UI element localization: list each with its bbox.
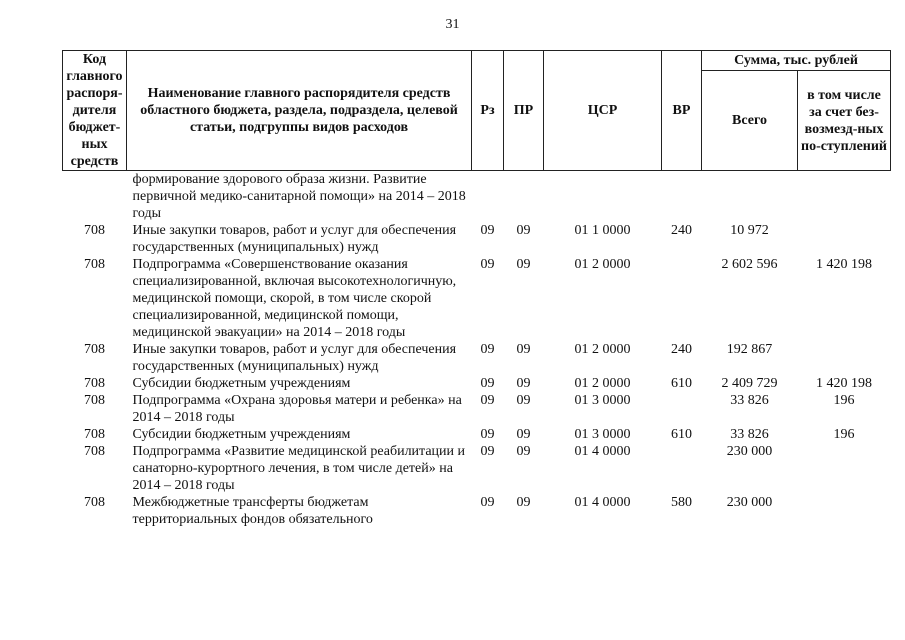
header-total: Всего (702, 71, 798, 171)
cell-total: 230 000 (726, 444, 773, 459)
table-row (63, 222, 891, 256)
cell-rz: 09 (480, 495, 495, 510)
table-body (63, 171, 891, 529)
header-rz: Рз (472, 51, 504, 171)
budget-table (62, 50, 891, 528)
cell-name: Подпрограмма «Развитие медицинской реабилитации и санаторно-курортного лечения, в том числе детей» на 2014 – 2018 годы (132, 444, 466, 493)
header-grant: в том числе за счет без-возмезд-ных по-ступлений (798, 71, 891, 171)
cell-code: 708 (84, 376, 105, 391)
cell-pr: 09 (516, 393, 531, 408)
cell-name: Межбюджетные трансферты бюджетам территориальных фондов обязательного (132, 495, 373, 527)
cell-total: 33 826 (730, 427, 769, 442)
cell-name: Иные закупки товаров, работ и услуг для обеспечения государственных (муниципальных) нужд (132, 223, 457, 255)
cell-rz: 09 (480, 393, 495, 408)
header-pr: ПР (504, 51, 544, 171)
cell-csr: 01 2 0000 (574, 342, 631, 357)
cell-pr: 09 (516, 495, 531, 510)
cell-vr: 610 (671, 427, 692, 442)
cell-grant (798, 494, 891, 528)
cell-csr: 01 3 0000 (574, 427, 631, 442)
cell-code: 708 (84, 257, 105, 272)
cell-grant (798, 443, 891, 494)
cell-grant: 196 (833, 393, 855, 408)
cell-vr: 240 (671, 342, 692, 357)
cell-code: 708 (84, 427, 105, 442)
cell-total: 230 000 (726, 495, 773, 510)
cell-csr: 01 4 0000 (574, 495, 631, 510)
cell-grant: 1 420 198 (816, 257, 872, 272)
cell-grant (798, 222, 891, 256)
cell-csr: 01 2 0000 (574, 376, 631, 391)
cell-code (63, 171, 127, 223)
cell-code: 708 (84, 495, 105, 510)
cell-code: 708 (84, 393, 105, 408)
table-row (63, 494, 891, 528)
cell-grant (798, 341, 891, 375)
cell-grant: 196 (833, 427, 855, 442)
page-number: 31 (445, 17, 460, 32)
header-vr: ВР (662, 51, 702, 171)
cell-code: 708 (84, 342, 105, 357)
cell-csr: 01 2 0000 (574, 257, 631, 272)
cell-pr: 09 (516, 257, 531, 272)
cell-name: Субсидии бюджетным учреждениям (132, 427, 351, 442)
cell-pr: 09 (516, 427, 531, 442)
cell-name: формирование здорового образа жизни. Развитие первичной медико-санитарной помощи» на 2014 – 2018 годы (132, 172, 466, 221)
cell-pr: 09 (516, 376, 531, 391)
cell-rz: 09 (480, 257, 495, 272)
cell-name: Субсидии бюджетным учреждениям (132, 376, 351, 391)
table-row (63, 256, 891, 341)
cell-name: Иные закупки товаров, работ и услуг для обеспечения государственных (муниципальных) нужд (132, 342, 457, 374)
cell-pr: 09 (516, 342, 531, 357)
cell-vr (662, 171, 702, 223)
cell-vr: 240 (671, 223, 692, 238)
cell-code: 708 (84, 223, 105, 238)
cell-vr (662, 256, 702, 341)
cell-rz: 09 (480, 342, 495, 357)
cell-rz: 09 (480, 223, 495, 238)
table-row (63, 375, 891, 392)
table-row (63, 341, 891, 375)
table-row (63, 392, 891, 426)
cell-code: 708 (84, 444, 105, 459)
cell-total: 192 867 (726, 342, 773, 357)
cell-rz: 09 (480, 444, 495, 459)
cell-csr: 01 1 0000 (574, 223, 631, 238)
cell-pr: 09 (516, 444, 531, 459)
header-sum-group: Сумма, тыс. рублей (702, 51, 891, 71)
cell-rz: 09 (480, 376, 495, 391)
table-row (63, 443, 891, 494)
cell-vr: 580 (671, 495, 692, 510)
cell-total: 33 826 (730, 393, 769, 408)
cell-pr (504, 171, 544, 223)
cell-vr (662, 392, 702, 426)
cell-rz (472, 171, 504, 223)
header-code: Код главного распоря-дителя бюджет-ных средств (63, 51, 127, 171)
cell-grant: 1 420 198 (816, 376, 872, 391)
cell-grant (798, 171, 891, 223)
cell-name: Подпрограмма «Совершенствование оказания специализированной, включая высокотехнологичную, медицинской помощи, скорой, в том числе скорой специализированной, медицинской помощи, медицинской эвакуации» на 2014 – 2018 годы (132, 257, 457, 340)
table-row (63, 426, 891, 443)
cell-total: 2 409 729 (721, 376, 778, 391)
cell-rz: 09 (480, 427, 495, 442)
cell-pr: 09 (516, 223, 531, 238)
cell-name: Подпрограмма «Охрана здоровья матери и ребенка» на 2014 – 2018 годы (132, 393, 462, 425)
cell-csr (544, 171, 662, 223)
header-csr: ЦСР (544, 51, 662, 171)
cell-total (702, 171, 798, 223)
cell-vr (662, 443, 702, 494)
cell-total: 2 602 596 (721, 257, 778, 272)
cell-csr: 01 3 0000 (574, 393, 631, 408)
cell-total: 10 972 (730, 223, 769, 238)
header-name: Наименование главного распорядителя средств областного бюджета, раздела, подраздела, целевой статьи, подгруппы видов расходов (127, 51, 472, 171)
cell-vr: 610 (671, 376, 692, 391)
table-row (63, 171, 891, 223)
cell-csr: 01 4 0000 (574, 444, 631, 459)
